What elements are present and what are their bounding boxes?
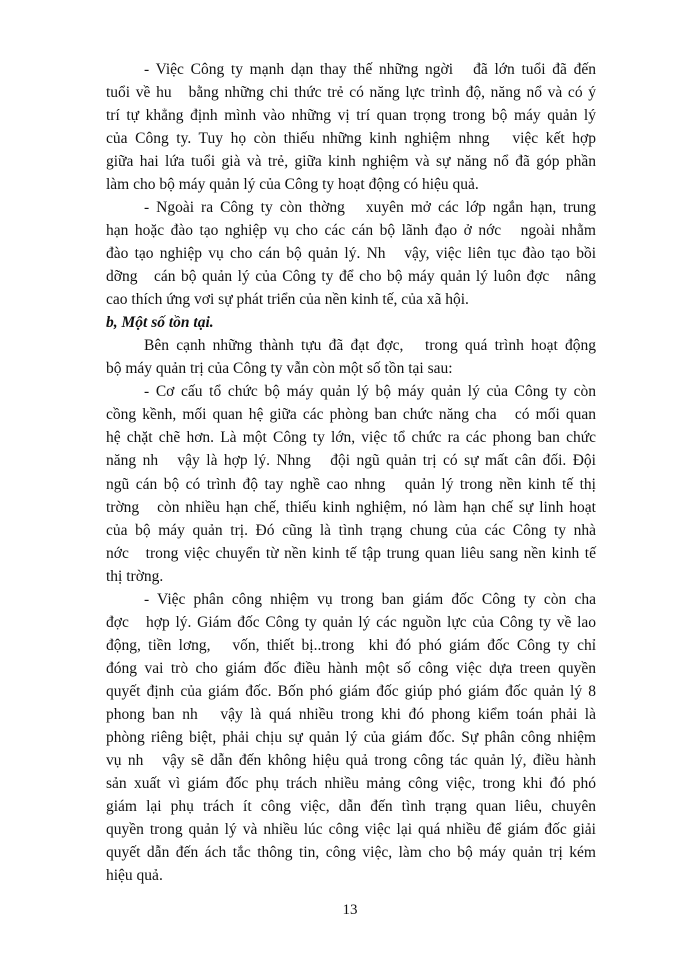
text-line: trí tự khẳng định mình vào những vị trí quan trọng trong bộ máy quản lý [106, 107, 596, 124]
text-line: động, tiền lơng, vốn, thiết bị..trong khi đó phó giám đốc Công ty chỉ [106, 637, 596, 654]
text-line: thị trờng. [106, 568, 164, 585]
text-line: đào tạo nghiệp vụ cho cán bộ quản lý. Nh vậy, việc liên tục đào tạo bồi [106, 245, 596, 262]
text-line: sản xuất vì giám đốc phụ trách nhiều mảng công việc, trong khi đó phó [106, 775, 596, 792]
text-line: Bên cạnh những thành tựu đã đạt đợc, trong quá trình hoạt động [144, 337, 596, 354]
text-line: dỡng cán bộ quản lý của Công ty để cho bộ máy quản lý luôn đợc nâng [106, 268, 596, 285]
text-line: quyết dẫn đến ách tắc thông tin, công việc, làm cho bộ máy quản trị kém [106, 844, 596, 861]
text-line: nớc trong việc chuyển từ nền kinh tế tập trung quan liêu sang nền kinh tế [106, 545, 596, 562]
text-line: đợc hợp lý. Giám đốc Công ty quản lý các nguồn lực của Công ty về lao [106, 614, 596, 631]
page-number: 13 [342, 902, 358, 918]
text-line: bộ máy quản trị của Công ty vẫn còn một số tồn tại sau: [106, 360, 453, 377]
text-line: - Cơ cấu tổ chức bộ máy quản lý bộ máy quản lý của Công ty còn [144, 383, 596, 400]
text-line: làm cho bộ máy quản lý của Công ty hoạt động có hiệu quả. [106, 176, 479, 193]
text-line: phòng riêng biệt, phải chịu sự quản lý của giám đốc. Sự phân công nhiệm [106, 729, 596, 746]
text-line: - Việc Công ty mạnh dạn thay thế những ngời đã lớn tuổi đã đến [144, 61, 596, 78]
text-line: cao thích ứng vơi sự phát triển của nền kinh tế, của xã hội. [106, 291, 469, 308]
text-line: - Việc phân công nhiệm vụ trong ban giám đốc Công ty còn cha [144, 591, 596, 608]
text-line: phong ban nh vậy là quá nhiều trong khi đó phong kiểm toán phải là [106, 706, 596, 723]
text-line: quyền trong quản lý và nhiều lúc công việc lại quá nhiều để giám đốc giải [106, 821, 596, 838]
text-line: ngũ cán bộ có trình độ tay nghề cao nhng quản lý trong nền kinh tế thị [106, 476, 596, 493]
text-line: giám lại phụ trách ít công việc, dẫn đến tình trạng quan liêu, chuyên [106, 798, 596, 815]
text-line: tuổi về hu bằng những chi thức trẻ có năng lực trình độ, năng nổ và có ý [106, 84, 596, 101]
text-line: của Công ty. Tuy họ còn thiếu những kinh nghiệm nhng việc kết hợp [106, 130, 596, 147]
text-line: hiệu quả. [106, 867, 163, 884]
text-line: quyết định của giám đốc. Bốn phó giám đốc giúp phó giám đốc quản lý 8 [106, 683, 596, 700]
text-line: của bộ máy quản trị. Đó cũng là tình trạng chung của các Công ty nhà [106, 522, 596, 539]
section-heading: b, Một số tồn tại. [106, 314, 214, 331]
text-line: trờng còn nhiều hạn chế, thiếu kinh nghiệm, nó làm hạn chế sự linh hoạt [106, 499, 596, 516]
text-line: hạn hoặc đào tạo nghiệp vụ cho các cán bộ lãnh đạo ở nớc ngoài nhằm [106, 222, 596, 239]
text-line: đóng vai trò cho giám đốc điều hành một số công việc dựa treen quyền [106, 660, 596, 677]
text-line: cồng kềnh, mối quan hệ giữa các phòng ban chức năng cha có mối quan [106, 406, 596, 423]
text-line: hệ chặt chẽ hơn. Là một Công ty lớn, việc tổ chức ra các phong ban chức [106, 429, 596, 446]
text-line: vụ nh vậy sẽ dẫn đến không hiệu quả trong công tác quản lý, điều hành [106, 752, 596, 769]
text-line: năng nh vậy là hợp lý. Nhng đội ngũ quản trị có sự mất cân đối. Đội [106, 452, 596, 469]
text-line: - Ngoài ra Công ty còn thờng xuyên mở các lớp ngắn hạn, trung [144, 199, 596, 216]
text-line: giữa hai lứa tuổi già và trẻ, giữa kinh nghiệm và sự năng nổ đã góp phần [106, 153, 596, 170]
